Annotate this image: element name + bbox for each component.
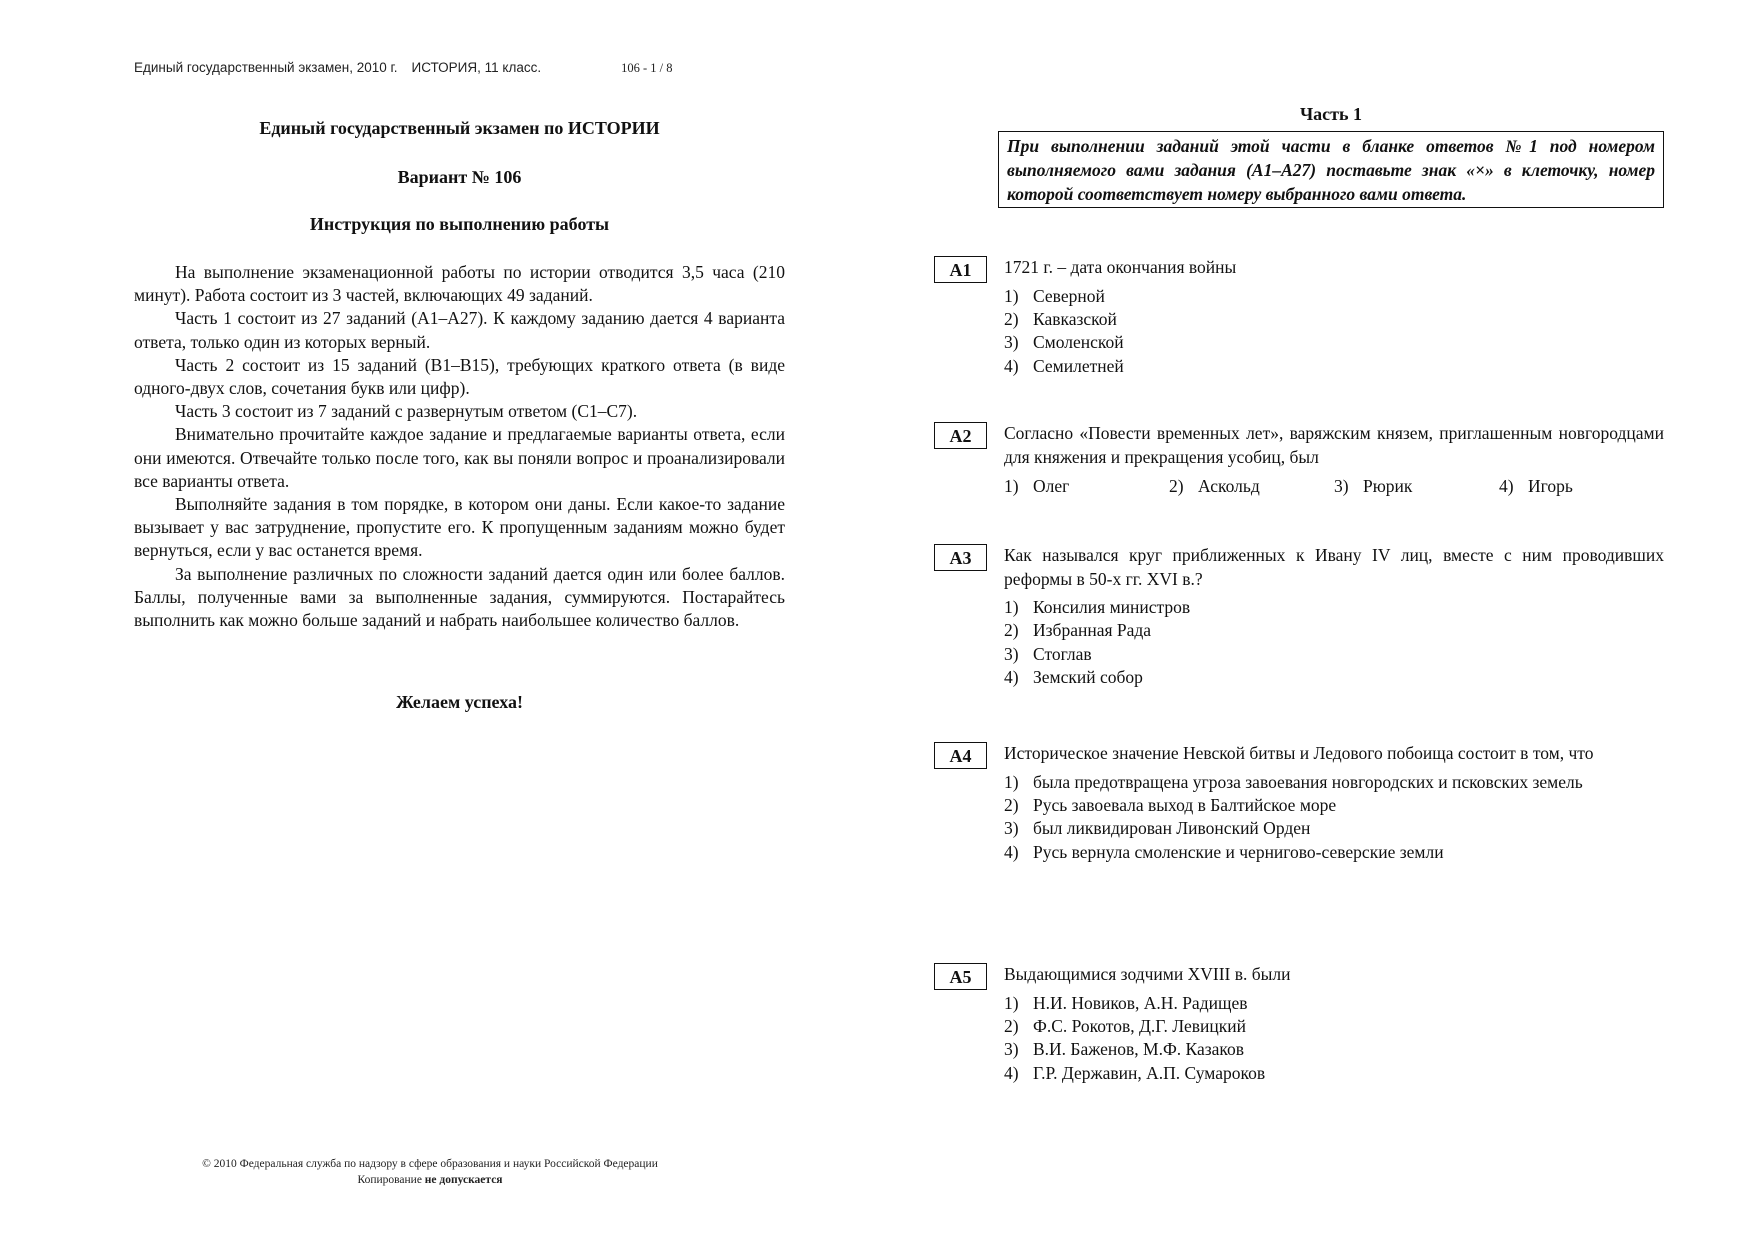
option-number: 2) <box>1004 794 1019 815</box>
option-number: 3) <box>1334 476 1349 496</box>
copy-notice <box>130 1172 730 1188</box>
answer-options <box>1004 475 1664 498</box>
variant-title: Вариант № 106 <box>397 167 522 187</box>
task-body <box>1004 422 1664 498</box>
option-text: Г.Р. Державин, А.П. Сумароков <box>1033 1062 1266 1083</box>
task-number: A4 <box>934 742 987 769</box>
task-body <box>1004 963 1664 1085</box>
instruction-paragraph: За выполнение различных по сложности заданий дается один или более баллов. Баллы, полученные вами за выполненные задания, суммируются. Постарайтесь выполнить как можно больше заданий и набрать наибольшее количество баллов. <box>134 563 785 631</box>
option-text: Земский собор <box>1033 667 1143 688</box>
option-number: 4) <box>1004 841 1019 862</box>
answer-option <box>1004 666 1664 689</box>
answer-option <box>1169 475 1334 498</box>
answer-option <box>1004 285 1664 308</box>
header-exam: Единый государственный экзамен, 2010 г. <box>134 60 398 75</box>
option-text: Н.И. Новиков, А.Н. Радищев <box>1033 992 1248 1013</box>
instructions-title: Инструкция по выполнению работы <box>309 214 610 234</box>
task-number: A3 <box>934 544 987 571</box>
option-number: 1) <box>1004 285 1019 306</box>
option-number: 4) <box>1004 1062 1019 1083</box>
option-number: 2) <box>1169 476 1184 496</box>
task-a3 <box>934 544 1664 690</box>
option-text: Русь завоевала выход в Балтийское море <box>1033 794 1337 815</box>
instruction-paragraph: Часть 1 состоит из 27 заданий (А1–А27). К каждому заданию дается 4 варианта ответа, только один из которых верный. <box>134 308 785 352</box>
answer-option <box>1004 771 1664 794</box>
answer-option <box>1004 619 1664 642</box>
copyright-line: © 2010 Федеральная служба по надзору в сфере образования и науки Российской Федерации <box>202 1158 658 1170</box>
answer-option <box>1004 794 1664 817</box>
option-text: Избранная Рада <box>1033 620 1152 641</box>
option-number: 1) <box>1004 992 1019 1013</box>
task-a4 <box>934 742 1664 864</box>
option-text: Русь вернула смоленские и чернигово-северские земли <box>1033 841 1444 862</box>
option-text: Игорь <box>1528 476 1573 496</box>
option-text: В.И. Баженов, М.Ф. Казаков <box>1033 1039 1245 1060</box>
option-number: 4) <box>1004 667 1019 688</box>
option-number: 3) <box>1004 1039 1019 1060</box>
option-number: 2) <box>1004 1015 1019 1036</box>
answer-options <box>1004 992 1664 1086</box>
option-text: Стоглав <box>1033 643 1092 664</box>
task-body <box>1004 544 1664 690</box>
option-number: 2) <box>1004 620 1019 641</box>
option-number: 1) <box>1004 771 1019 792</box>
answer-option <box>1004 1038 1664 1061</box>
task-question: Согласно «Повести временных лет», варяжским князем, приглашенным новгородцами для княжения и прекращения усобиц, был <box>1004 423 1664 467</box>
instruction-paragraph: Часть 2 состоит из 15 заданий (В1–В15), требующих краткого ответа (в виде одного-двух слов, сочетания букв или цифр). <box>134 354 785 399</box>
option-text: Рюрик <box>1363 476 1413 496</box>
part-instruction-box: При выполнении заданий этой части в бланке ответов №1 под номером выполняемого вами задания (А1–А27) поставьте знак «×» в клеточку, номер которой соответствует номеру выбранного вами ответа. <box>998 131 1664 208</box>
task-a5 <box>934 963 1664 1085</box>
option-text: Олег <box>1033 476 1070 496</box>
task-number: A1 <box>934 256 987 283</box>
answer-options <box>1004 596 1664 690</box>
instruction-paragraph: Внимательно прочитайте каждое задание и предлагаемые варианты ответа, если они имеются. Отвечайте только после того, как вы поняли вопрос и проанализировали все варианты ответа. <box>134 424 785 491</box>
answer-option <box>1499 475 1664 498</box>
instruction-paragraph: Часть 3 состоит из 7 заданий с развернутым ответом (С1–С7). <box>175 401 638 422</box>
answer-option <box>1004 817 1664 840</box>
task-question: Как назывался круг приближенных к Ивану IV лиц, вместе с ним проводивших реформы в 50-х гг. XVI в.? <box>1004 545 1664 589</box>
answer-option <box>1004 992 1664 1015</box>
answer-option <box>1004 1015 1664 1038</box>
task-question: 1721 г. – дата окончания войны <box>1004 257 1237 277</box>
answer-option <box>1004 475 1169 498</box>
option-text: Ф.С. Рокотов, Д.Г. Левицкий <box>1033 1015 1246 1036</box>
header-page-number: 106 - 1 / 8 <box>621 61 673 75</box>
option-text: Северной <box>1033 285 1105 306</box>
copyright-footer <box>130 1156 730 1188</box>
answer-option <box>1004 643 1664 666</box>
option-text: была предотвращена угроза завоевания новгородских и псковских земель <box>1033 771 1583 792</box>
part-title: Часть 1 <box>1299 104 1363 124</box>
right-column <box>934 104 1664 1083</box>
task-question: Историческое значение Невской битвы и Ледового побоища состоит в том, что <box>1004 743 1594 763</box>
option-text: Смоленской <box>1033 332 1124 353</box>
option-number: 4) <box>1004 355 1019 376</box>
instructions-text <box>134 261 785 632</box>
answer-option <box>1004 596 1664 619</box>
copy-notice-prefix: Копирование <box>357 1174 422 1186</box>
page-header <box>134 60 672 76</box>
task-question: Выдающимися зодчими XVIII в. были <box>1004 964 1291 984</box>
option-number: 3) <box>1004 332 1019 353</box>
task-number: A5 <box>934 963 987 990</box>
option-number: 4) <box>1499 476 1514 496</box>
good-luck-wish: Желаем успеха! <box>396 692 523 713</box>
answer-option <box>1004 841 1664 864</box>
task-a2 <box>934 422 1664 498</box>
instruction-paragraph: На выполнение экзаменационной работы по истории отводится 3,5 часа (210 минут). Работа состоит из 3 частей, включающих 49 заданий. <box>134 262 785 306</box>
task-body <box>1004 256 1664 378</box>
option-text: был ликвидирован Ливонский Орден <box>1033 818 1311 839</box>
answer-options <box>1004 285 1664 379</box>
option-number: 1) <box>1004 597 1019 617</box>
option-number: 1) <box>1004 476 1019 496</box>
answer-option <box>1004 331 1664 354</box>
answer-option <box>1004 1062 1664 1085</box>
option-text: Семилетней <box>1033 355 1124 376</box>
task-a1 <box>934 256 1664 378</box>
answer-options <box>1004 771 1664 865</box>
option-text: Аскольд <box>1198 476 1260 496</box>
answer-option <box>1004 308 1664 331</box>
exam-title: Единый государственный экзамен по ИСТОРИИ <box>259 118 660 138</box>
task-number: A2 <box>934 422 987 449</box>
option-text: Кавказской <box>1033 308 1117 329</box>
option-text: Консилия министров <box>1033 597 1191 617</box>
task-body <box>1004 742 1664 864</box>
answer-option <box>1004 355 1664 378</box>
copy-notice-bold: не допускается <box>424 1174 503 1186</box>
option-number: 3) <box>1004 643 1019 664</box>
answer-option <box>1334 475 1499 498</box>
instruction-paragraph: Выполняйте задания в том порядке, в котором они даны. Если какое-то задание вызывает у вас затруднение, пропустите его. К пропущенным заданиям можно будет вернуться, если у вас останется время. <box>134 494 785 561</box>
option-number: 2) <box>1004 308 1019 329</box>
header-subject: ИСТОРИЯ, 11 класс. <box>411 60 542 75</box>
left-column <box>134 116 785 713</box>
option-number: 3) <box>1004 818 1019 839</box>
